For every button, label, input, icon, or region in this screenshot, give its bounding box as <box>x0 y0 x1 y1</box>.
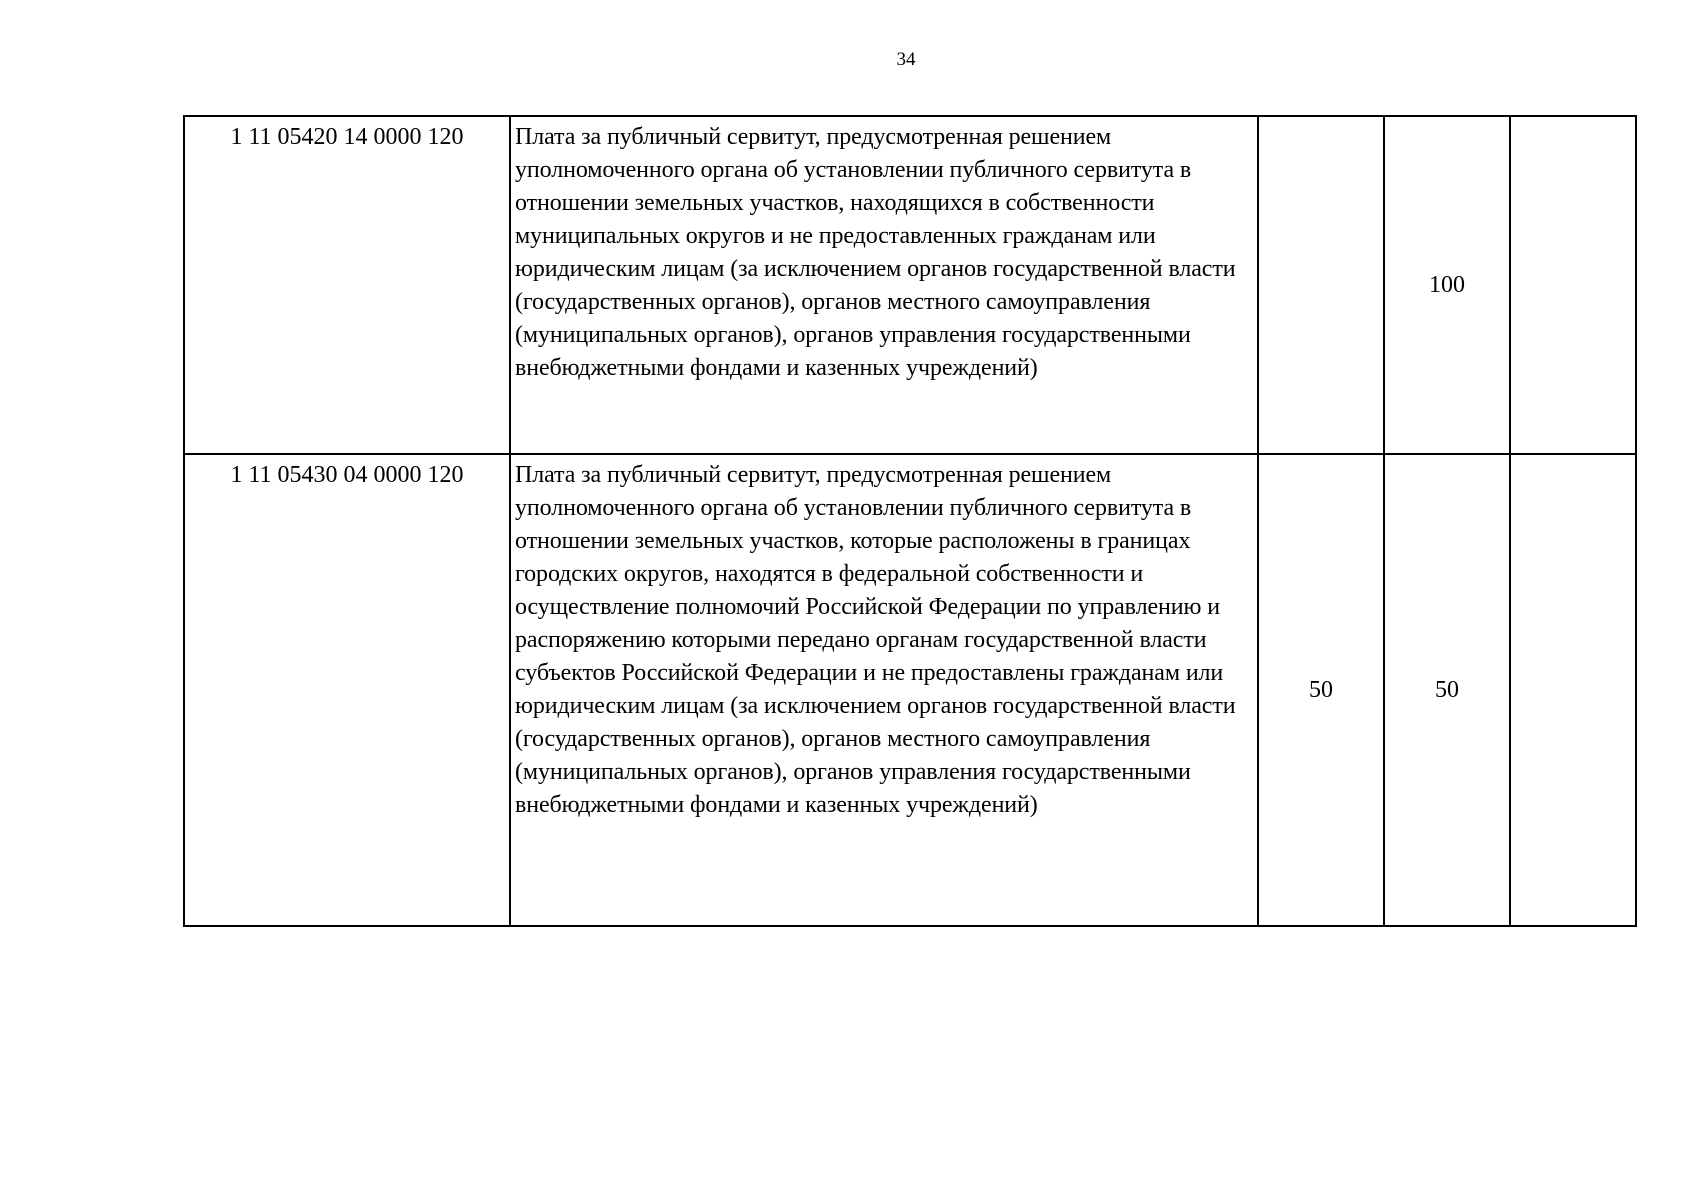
table-cell-description <box>510 454 1258 926</box>
table-cell-value-2: 50 <box>1384 454 1510 926</box>
description-text: Плата за публичный сервитут, предусмотренная решением уполномоченного органа об установлении публичного сервитута в отношении земельных участков, находящихся в собственности муниципальных округов и не предоставленных гражданам или юридическим лицам (за исключением органов государственной власти (государственных органов), органов местного самоуправления (муниципальных органов), органов управления государственными внебюджетными фондами и казенных учреждений) <box>515 124 1236 381</box>
revenue-table <box>183 115 1637 927</box>
table-cell-value-1 <box>1258 116 1384 454</box>
table-cell-value-1: 50 <box>1258 454 1384 926</box>
page-number: 34 <box>896 49 916 70</box>
table-cell-description <box>510 116 1258 454</box>
description-text: Плата за публичный сервитут, предусмотренная решением уполномоченного органа об установлении публичного сервитута в отношении земельных участков, которые расположены в границах городских округов, находятся в федеральной собственности и осуществление полномочий Российской Федерации по управлению и распоряжению которыми передано органам государственной власти субъектов Российской Федерации и не предоставлены гражданам или юридическим лицам (за исключением органов государственной власти (государственных органов), органов местного самоуправления (муниципальных органов), органов управления государственными внебюджетными фондами и казенных учреждений) <box>515 462 1236 818</box>
table-cell-value-2: 100 <box>1384 116 1510 454</box>
table-cell-code: 1 11 05420 14 0000 120 <box>184 116 510 454</box>
table-row <box>184 454 1636 926</box>
table-cell-value-3 <box>1510 454 1636 926</box>
table-row <box>184 116 1636 454</box>
table-cell-code: 1 11 05430 04 0000 120 <box>184 454 510 926</box>
table-cell-value-3 <box>1510 116 1636 454</box>
